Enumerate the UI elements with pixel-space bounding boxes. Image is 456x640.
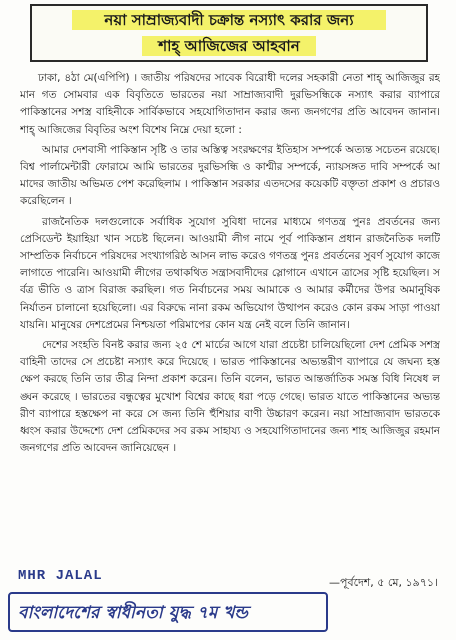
paragraph: রাজনৈতিক দলগুলোকে সর্বাধিক সুযোগ সুবিধা দানের মাধ্যমে গণতন্ত্র পুনঃ প্রবর্তনের জন্য প্রেসিডেন্ট ইয়াহিয়া খান সচেষ্ট ছিলেন। আওয়ামী লীগ নামে পূর্ব পাকিস্তান প্রধান রাজনৈতিক দলটি সাম্প্রতিক নির্বাচনে পরিষদের সংখ্যাগরিষ্ঠ আসন লাভ করেও গণতন্ত্র পুনঃ প্রবর্তনের সুবর্ণ সুযোগ কাজে লাগাতে পারেনি। আওয়ামী লীগের তথাকথিত সন্ত্রাসবাদীদের স্লোগানে এখানে ত্রাসের সৃষ্টি হয়েছিল। সর্বত্র ভীতি ও ত্রাস বিরাজ করছিল। গত নির্বাচনের সময় আমাকে ও আমার কর্মীদের উপর অমানুষিক নির্যাতন চালানো হয়েছিলো। এর বিরুদ্ধে নানা রকম অভিযোগ উত্থাপন করেও কোন রকম সাড়া পাওয়া যায়নি। মানুষের দেশপ্রেমের নিশ্চয়তা পরিমাপের কোন যন্ত্র নেই বলে তিনি জানান। xyxy=(20,215,440,331)
handwritten-source-note: বাংলাদেশের স্বাধীনতা যুদ্ধ ৭ম খন্ড xyxy=(8,592,328,632)
headline-box xyxy=(30,4,428,62)
paragraph: ঢাকা, ৪ঠা মে(এপিপি) । জাতীয় পরিষদের সাবেক বিরোধী দলের সহকারী নেতা শাহ্‌ আজিজুর রহমান গত সোমবার এক বিবৃতিতে ভারতের নয়া সাম্রাজ্যবাদী দুরভিসন্ধিকে নস্যাৎ করার ব্যাপারে পাকিস্তানের সশস্ত্র বাহিনীকে সার্বিকভাবে সহযোগিতাদান করার জন্য জনগণের প্রতি আবেদন জানান। শাহ্‌ আজিজের বিবৃতির অংশ বিশেষ নিম্নে দেয়া হলো : xyxy=(20,72,440,136)
source-citation: —পূর্বদেশ, ৫ মে, ১৯৭১। xyxy=(329,576,438,589)
subheadline: শাহ্‌ আজিজের আহবান xyxy=(142,36,316,56)
handwritten-name: MHR JALAL xyxy=(18,568,103,584)
headline: নয়া সাম্রাজ্যবাদী চক্রান্ত নস্যাৎ করার জন্য xyxy=(72,10,386,30)
paragraph: আমার দেশবাসী পাকিস্তান সৃষ্টি ও তার অস্তিত্ব সংরক্ষণের ইতিহাস সম্পর্কে অত্যন্ত সচেতন রয়েছে। বিশ্ব পার্লামেন্টারী ফোরামে আমি ভারতের দুরভিসন্ধি ও কাশ্মীর সম্পর্কে, ন্যায়সঙ্গত দাবি সম্পর্কে আমাদের জাতীয় অভিমত পেশ করেছিলাম । পাকিস্তান সরকার এতদসের কয়েকটি বক্তৃতা প্রকাশ ও প্রচারও করেছিলেন । xyxy=(20,143,440,208)
paragraph: দেশের সংহতি বিনষ্ট করার জন্য ২৫ শে মার্চের আগে যারা প্রচেষ্টা চালিয়েছিলো দেশ প্রেমিক সশস্ত্র বাহিনী তাদের সে প্রচেষ্টা নস্যাৎ করে দিয়েছে । ভারত পাকিস্তানের অভ্যন্তরীণ ব্যাপারে যে জঘন্য হস্তক্ষেপ করছে তিনি তার তীব্র নিন্দা প্রকাশ করেন। তিনি বলেন, ভারত আন্তর্জাতিক সমস্ত বিধি নিষেধ লঙ্ঘন করেছে । ভারতের বন্ধুত্বের মুখোশ বিশ্বের কাছে ধরা পড়ে গেছে। ভারত যাতে পাকিস্তানের অভ্যন্তরীণ ব্যাপারে হস্তক্ষেপ না করে সে জন্য তিনি হুঁশিয়ার বাণী উচ্চারণ করেন। নয়া সাম্রাজ্যবাদ ভারতকে ধ্বংস করার উদ্দেশ্যে দেশ প্রেমিকদের সব রকম সাহায্য ও সহযোগিতাদানের জন্য শাহ আজিজুর রহমান জনগণের প্রতি আবেদন জানিয়েছেন । xyxy=(20,339,440,455)
article-body xyxy=(20,70,440,600)
